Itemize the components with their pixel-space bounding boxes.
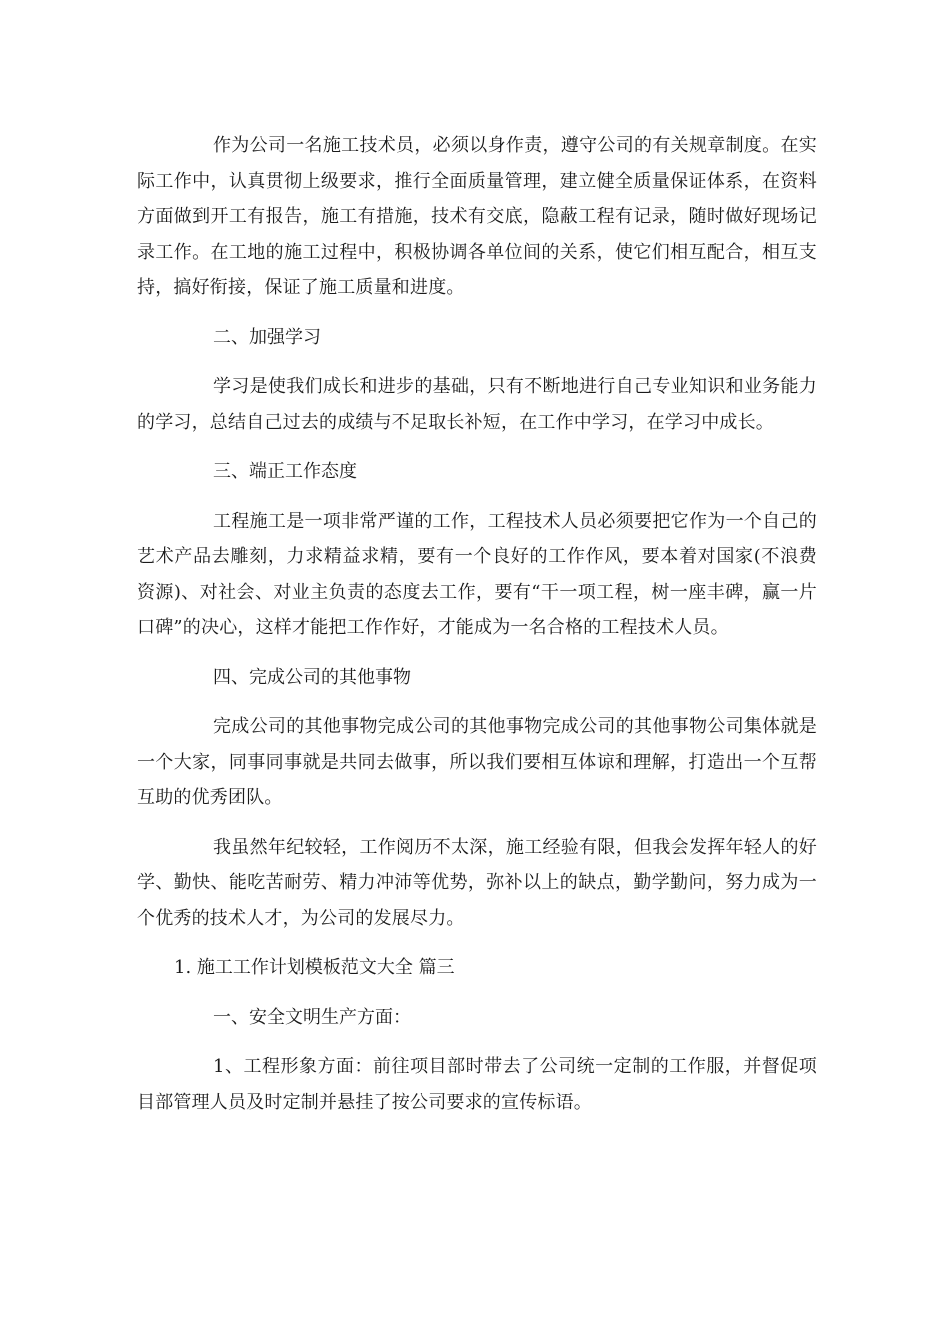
heading-strengthen-learning: 二、加强学习 xyxy=(213,326,321,348)
paragraph-learning: 学习是使我们成长和进步的基础，只有不断地进行自己专业知识和业务能力的学习，总结自己过去的成绩与不足取长补短，在工作中学习，在学习中成长。 xyxy=(137,376,817,433)
paragraph-duty: 作为公司一名施工技术员，必须以身作责，遵守公司的有关规章制度。在实际工作中，认真贯彻上级要求，推行全面质量管理，建立健全质量保证体系，在资料方面做到开工有报告，施工有措施，技术有交底，隐蔽工程有记录，随时做好现场记录工作。在工地的施工过程中，积极协调各单位间的关系，使它们相互配合，相互支持，搞好衔接，保证了施工质量和进度。 xyxy=(137,135,817,298)
heading-safety: 一、安全文明生产方面： xyxy=(213,1006,411,1028)
heading-work-attitude: 三、端正工作态度 xyxy=(213,461,357,482)
document-page xyxy=(137,128,817,1120)
section-title: 1. 施工工作计划模板范文大全 篇三 xyxy=(174,957,455,978)
paragraph-attitude: 工程施工是一项非常严谨的工作，工程技术人员必须要把它作为一个自己的艺术产品去雕刻，力求精益求精，要有一个良好的工作作风，要本着对国家(不浪费资源)、对社会、对业主负责的态度去工作，要有“干一项工程，树一座丰碑，赢一片口碑”的决心，这样才能把工作作好，才能成为一名合格的工程技术人员。 xyxy=(137,510,817,638)
paragraph-self-improvement: 我虽然年纪较轻，工作阅历不太深，施工经验有限，但我会发挥年轻人的好学、勤快、能吃苦耐劳、精力冲沛等优势，弥补以上的缺点，勤学勤问，努力成为一个优秀的技术人才，为公司的发展尽力。 xyxy=(137,836,817,929)
paragraph-teamwork: 完成公司的其他事物完成公司的其他事物完成公司的其他事物公司集体就是一个大家，同事同事就是共同去做事，所以我们要相互体谅和理解，打造出一个互帮互助的优秀团队。 xyxy=(137,716,817,808)
paragraph-project-image: 1、工程形象方面：前往项目部时带去了公司统一定制的工作服，并督促项目部管理人员及时定制并悬挂了按公司要求的宣传标语。 xyxy=(137,1056,817,1113)
heading-other-matters: 四、完成公司的其他事物 xyxy=(213,666,411,688)
